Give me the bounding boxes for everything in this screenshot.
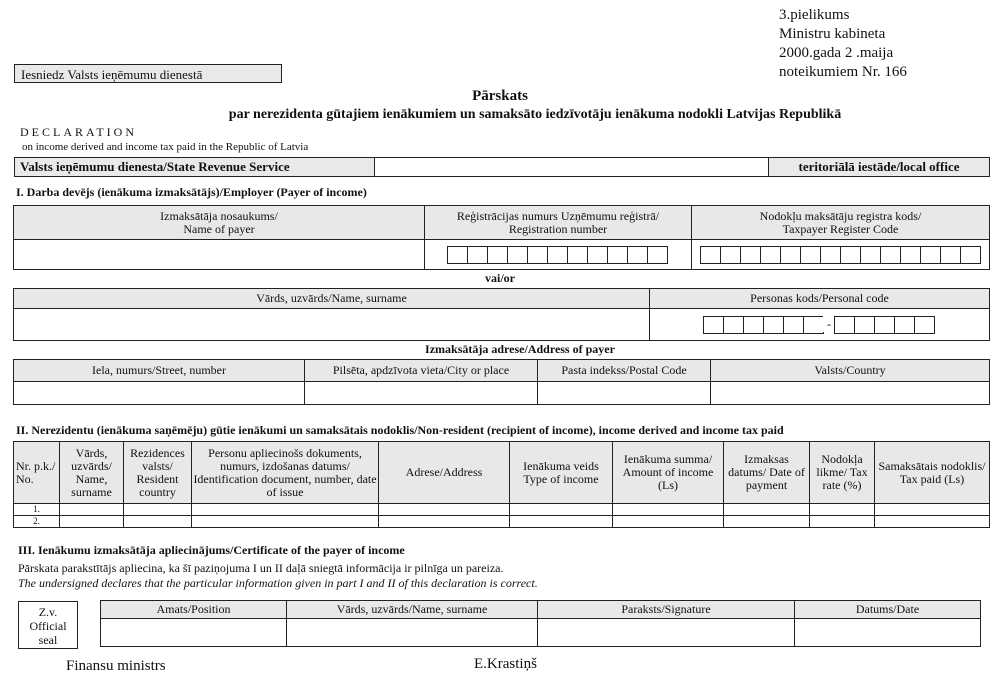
cell[interactable]: [810, 516, 875, 528]
cell[interactable]: [379, 504, 510, 516]
date-field[interactable]: [795, 619, 981, 647]
payer-name-header: Izmaksātāja nosaukums/ Name of payer: [14, 206, 425, 240]
cell[interactable]: [60, 504, 124, 516]
annex-line2: Ministru kabineta: [779, 26, 886, 42]
col-tax-paid: Samaksātais nodoklis/ Tax paid (Ls): [875, 442, 990, 504]
col-address: Adrese/Address: [379, 442, 510, 504]
or-label: vai/or: [485, 271, 515, 285]
table-row: [14, 516, 990, 528]
address-title: Izmaksātāja adrese/Address of payer: [425, 342, 615, 356]
postal-field[interactable]: [538, 382, 711, 405]
signature-header: Paraksts/Signature: [538, 601, 795, 619]
statement-en: The undersigned declares that the particular information given in part I and II of this declaration is correct.: [18, 576, 538, 590]
annex-block: [779, 6, 907, 82]
personal-code-field[interactable]: [650, 309, 990, 341]
payer-name-field[interactable]: [14, 240, 425, 270]
street-header: Iela, numurs/Street, number: [14, 360, 305, 382]
personal-code-boxes[interactable]: -: [650, 316, 989, 334]
position-header: Amats/Position: [101, 601, 287, 619]
cell[interactable]: [510, 516, 613, 528]
personal-code-header: Personas kods/Personal code: [650, 289, 990, 309]
cell[interactable]: [510, 504, 613, 516]
city-field[interactable]: [305, 382, 538, 405]
row-number: 1.: [14, 504, 60, 516]
title-en: DECLARATION: [20, 125, 137, 139]
section1-title: I. Darba devējs (ienākuma izmaksātājs)/Employer (Payer of income): [16, 185, 367, 199]
tax-code-header: Nodokļu maksātāju registra kods/ Taxpayer Register Code: [692, 206, 990, 240]
page-title: Pārskats: [472, 88, 528, 104]
cell[interactable]: [810, 504, 875, 516]
cell[interactable]: [60, 516, 124, 528]
person-table: [13, 288, 990, 341]
date-header: Datums/Date: [795, 601, 981, 619]
table-row: [14, 504, 990, 516]
col-no: Nr. p.k./ No.: [14, 442, 60, 504]
reg-no-boxes[interactable]: [425, 246, 691, 264]
subtitle-en: on income derived and income tax paid in the Republic of Latvia: [22, 141, 309, 153]
col-amount: Ienākuma summa/ Amount of income (Ls): [613, 442, 724, 504]
reg-no-field[interactable]: [425, 240, 692, 270]
name-surname-field[interactable]: [14, 309, 650, 341]
row-number: 2.: [14, 516, 60, 528]
col-id-document: Personu apliecinošs dokuments, numurs, izdošanas datums/ Identification document, number, date of issue: [192, 442, 379, 504]
country-header: Valsts/Country: [711, 360, 990, 382]
col-income-type: Ienākuma veids Type of income: [510, 442, 613, 504]
col-rate: Nodokļa likme/ Tax rate (%): [810, 442, 875, 504]
reg-no-header: Reģistrācijas numurs Uzņēmumu reģistrā/ Registration number: [425, 206, 692, 240]
city-header: Pilsēta, apdzīvota vieta/City or place: [305, 360, 538, 382]
income-table: [13, 441, 990, 528]
cell[interactable]: [613, 516, 724, 528]
cell[interactable]: [192, 504, 379, 516]
cell[interactable]: [124, 516, 192, 528]
street-field[interactable]: [14, 382, 305, 405]
name-surname-header: Vārds, uzvārds/Name, surname: [14, 289, 650, 309]
tax-code-boxes[interactable]: [692, 246, 989, 264]
minister-title: Finansu ministrs: [66, 658, 166, 674]
country-field[interactable]: [711, 382, 990, 405]
certificate-table: [100, 600, 981, 647]
signature-field[interactable]: [538, 619, 795, 647]
official-seal-box: Z.v. Official seal: [18, 601, 78, 649]
annex-line1: 3.pielikums: [779, 7, 850, 23]
postal-header: Pasta indekss/Postal Code: [538, 360, 711, 382]
section3-title: III. Ienākumu izmaksātāja apliecinājums/Certificate of the payer of income: [18, 543, 405, 557]
col-date: Izmaksas datums/ Date of payment: [724, 442, 810, 504]
page-subtitle: par nerezidenta gūtajiem ienākumiem un samaksāto iedzīvotāju ienākuma nodokli Latvijas Republikā: [228, 107, 842, 122]
srs-label: Valsts ieņēmumu dienesta/State Revenue Service: [15, 158, 375, 176]
annex-line3: 2000.gada 2 .maija: [779, 45, 894, 61]
name-header: Vārds, uzvārds/Name, surname: [287, 601, 538, 619]
address-table: [13, 359, 990, 405]
cell[interactable]: [875, 516, 990, 528]
tax-code-field[interactable]: [692, 240, 990, 270]
cell[interactable]: [379, 516, 510, 528]
minister-name: E.Krastiņš: [474, 656, 537, 672]
statement-lv: Pārskata parakstītājs apliecina, ka šī paziņojuma I un II daļā sniegtā informācija ir pilnīga un pareiza.: [18, 561, 504, 575]
annex-line4: noteikumiem Nr. 166: [779, 64, 907, 80]
position-field[interactable]: [101, 619, 287, 647]
local-office-label: teritoriālā iestāde/local office: [768, 158, 989, 176]
col-country: Rezidences valsts/ Resident country: [124, 442, 192, 504]
name-field[interactable]: [287, 619, 538, 647]
cell[interactable]: [613, 504, 724, 516]
col-name: Vārds, uzvārds/ Name, surname: [60, 442, 124, 504]
cell[interactable]: [724, 516, 810, 528]
srs-bar: [14, 157, 990, 177]
cell[interactable]: [192, 516, 379, 528]
section2-title: II. Nerezidentu (ienākuma saņēmēju) gūtie ienākumi un samaksātais nodoklis/Non-resident (recipient of income), income derived and income tax paid: [16, 423, 784, 437]
cell[interactable]: [724, 504, 810, 516]
income-header-row: [14, 442, 990, 504]
cell[interactable]: [124, 504, 192, 516]
submit-box: Iesniedz Valsts ieņēmumu dienestā: [14, 64, 282, 83]
cell[interactable]: [875, 504, 990, 516]
payer-table: [13, 205, 990, 270]
